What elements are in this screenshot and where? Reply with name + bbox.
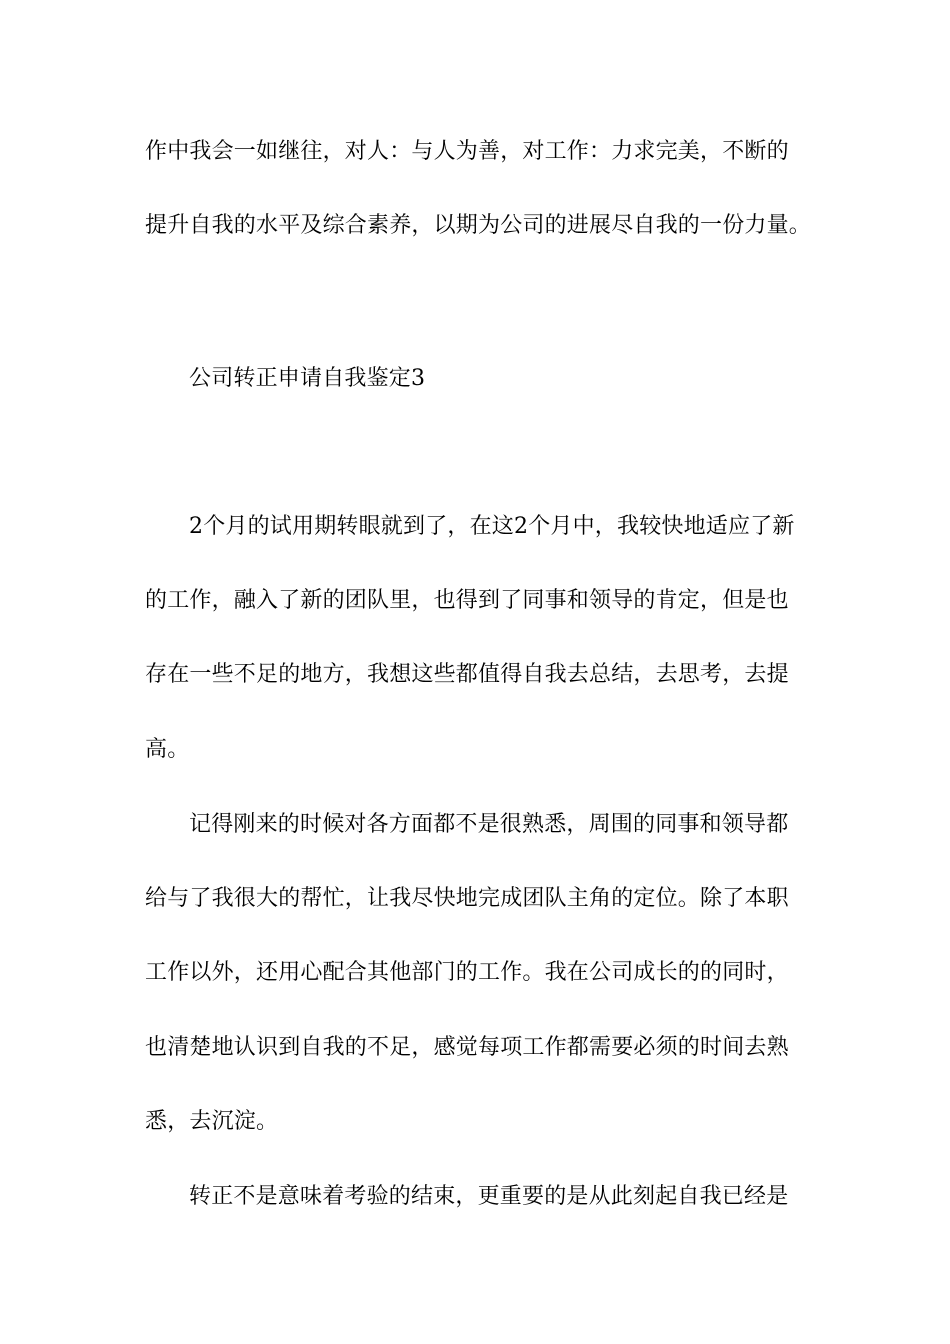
paragraph-2-line-4: 也清楚地认识到自我的不足，感觉每项工作都需要必须的时间去熟 [145,1035,789,1060]
paragraph-2-line-2: 给与了我很大的帮忙，让我尽快地完成团队主角的定位。除了本职 [145,886,789,911]
paragraph-3-line-1: 转正不是意味着考验的结束，更重要的是从此刻起自我已经是 [189,1184,789,1209]
paragraph-1-line-1: 2个月的试用期转眼就到了，在这2个月中，我较快地适应了新 [189,514,795,539]
paragraph-1-line-3: 存在一些不足的地方，我想这些都值得自我去总结，去思考，去提 [145,662,789,687]
paragraph-2-line-3: 工作以外，还用心配合其他部门的工作。我在公司成长的的同时， [145,960,789,985]
paragraph-2-line-5: 悉，去沉淀。 [145,1109,279,1134]
paragraph-1-line-4: 高。 [145,737,190,762]
continued-paragraph-line-2: 提升自我的水平及综合素养，以期为公司的进展尽自我的一份力量。 [145,213,812,238]
paragraph-1-line-2: 的工作，融入了新的团队里，也得到了同事和领导的肯定，但是也 [145,588,789,613]
paragraph-2-line-1: 记得刚来的时候对各方面都不是很熟悉，周围的同事和领导都 [189,812,789,837]
section-title: 公司转正申请自我鉴定3 [189,366,426,391]
continued-paragraph-line-1: 作中我会一如继往，对人：与人为善，对工作：力求完美，不断的 [145,139,789,164]
